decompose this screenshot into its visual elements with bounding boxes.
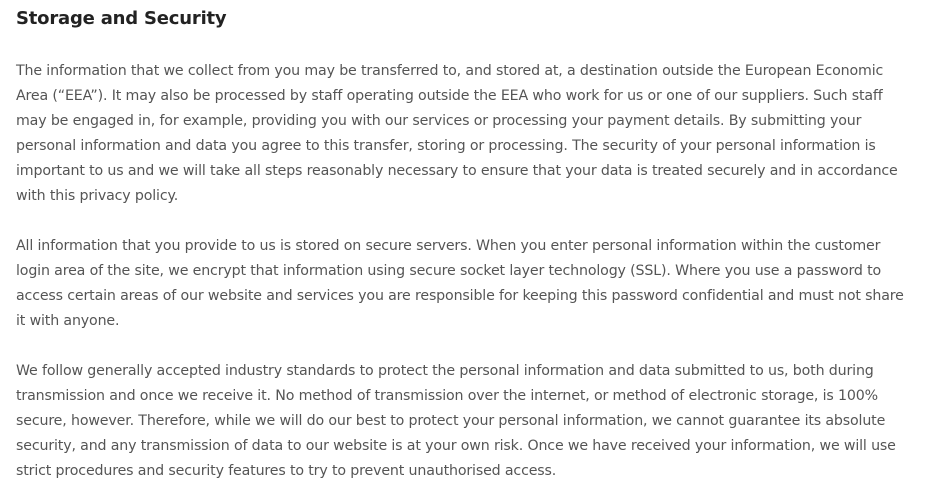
paragraph-secure-servers: All information that you provide to us is stored on secure servers. When you enter personal information within the customer login area of the site, we encrypt that information using secure socket layer technology (SSL). Where you use a password to access certain areas of our website and services you are responsible for keeping this password confidential and must not share it with anyone. bbox=[16, 238, 904, 329]
section-title: Storage and Security bbox=[16, 8, 227, 29]
paragraph-industry-standards: We follow generally accepted industry standards to protect the personal information and data submitted to us, both during transmission and once we receive it. No method of transmission over the internet, or method of electronic storage, is 100% secure, however. Therefore, while we will do our best to protect your personal information, we cannot guarantee its absolute security, and any transmission of data to our website is at your own risk. Once we have received your information, we will use strict procedures and security features to try to prevent unauthorised access. bbox=[16, 363, 896, 479]
paragraph-data-transfer: The information that we collect from you may be transferred to, and stored at, a destination outside the European Economic Area (“EEA”). It may also be processed by staff operating outside the EEA who work for us or one of our suppliers. Such staff may be engaged in, for example, providing you with our services or processing your payment details. By submitting your personal information and data you agree to this transfer, storing or processing. The security of your personal information is important to us and we will take all steps reasonably necessary to ensure that your data is treated securely and in accordance with this privacy policy. bbox=[16, 63, 898, 204]
